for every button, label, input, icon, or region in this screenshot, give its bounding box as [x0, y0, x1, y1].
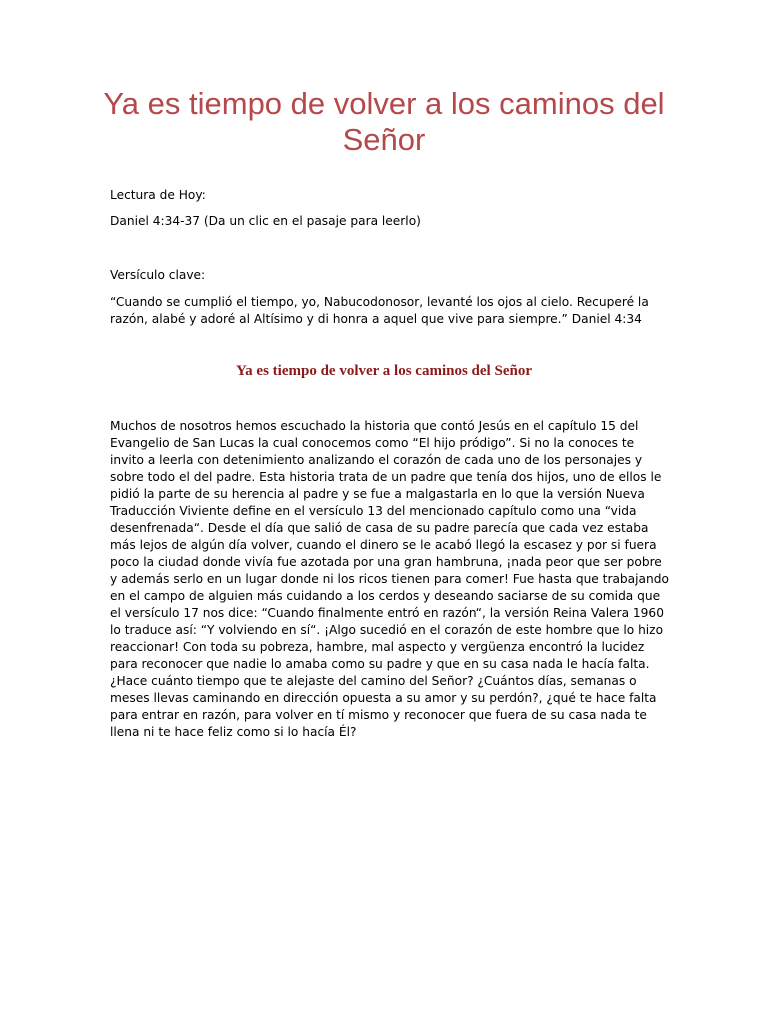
- key-verse-label: Versículo clave:: [110, 268, 206, 282]
- section-title: Ya es tiempo de volver a los caminos del Señor: [236, 363, 532, 379]
- reading-reference-link[interactable]: Daniel 4:34-37 (Da un clic en el pasaje para leerlo): [110, 214, 421, 228]
- reading-label: Lectura de Hoy:: [110, 188, 206, 202]
- page-title: Ya es tiempo de volver a los caminos del Señor: [103, 86, 665, 157]
- key-verse-quote: “Cuando se cumplió el tiempo, yo, Nabucodonosor, levanté los ojos al cielo. Recuperé la razón, alabé y adoré al Altísimo y di honra a aquel que vive para siempre.” Daniel 4:34: [110, 295, 649, 326]
- body-paragraph: Muchos de nosotros hemos escuchado la historia que contó Jesús en el capítulo 15 del Evangelio de San Lucas la cual conocemos como “El hijo pródigo”. Si no la conoces te invito a leerla con detenimiento analizando el corazón de cada uno de los personajes y sobre todo el del padre. Esta historia trata de un padre que tenía dos hijos, uno de ellos le pidió la parte de su herencia al padre y se fue a malgastarla en lo que la versión Nueva Traducción Viviente define en el versículo 13 del mencionado capítulo como una “vida desenfrenada“. Desde el día que salió de casa de su padre parecía que cada vez estaba más lejos de algún día volver, cuando el dinero se le acabó llegó la escasez y por si fuera poco la ciudad donde vivía fue azotada por una gran hambruna, ¡nada peor que ser pobre y además serlo en un lugar donde ni los ricos tienen para comer! Fue hasta que trabajando en el campo de alguien más cuidando a los cerdos y deseando saciarse de su comida que el versículo 17 nos dice: “Cuando finalmente entró en razón“, la versión Reina Valera 1960 lo traduce así: “Y volviendo en sí“. ¡Algo sucedió en el corazón de este hombre que lo hizo reaccionar! Con toda su pobreza, hambre, mal aspecto y vergüenza encontró la lucidez para reconocer que nadie lo amaba como su padre y que en su casa nada le hacía falta. ¿Hace cuánto tiempo que te alejaste del camino del Señor? ¿Cuántos días, semanas o meses llevas caminando en dirección opuesta a su amor y su perdón?, ¿qué te hace falta para entrar en razón, para volver en tí mismo y reconocer que fuera de su casa nada te llena ni te hace feliz como si lo hacía Él?: [110, 419, 669, 739]
